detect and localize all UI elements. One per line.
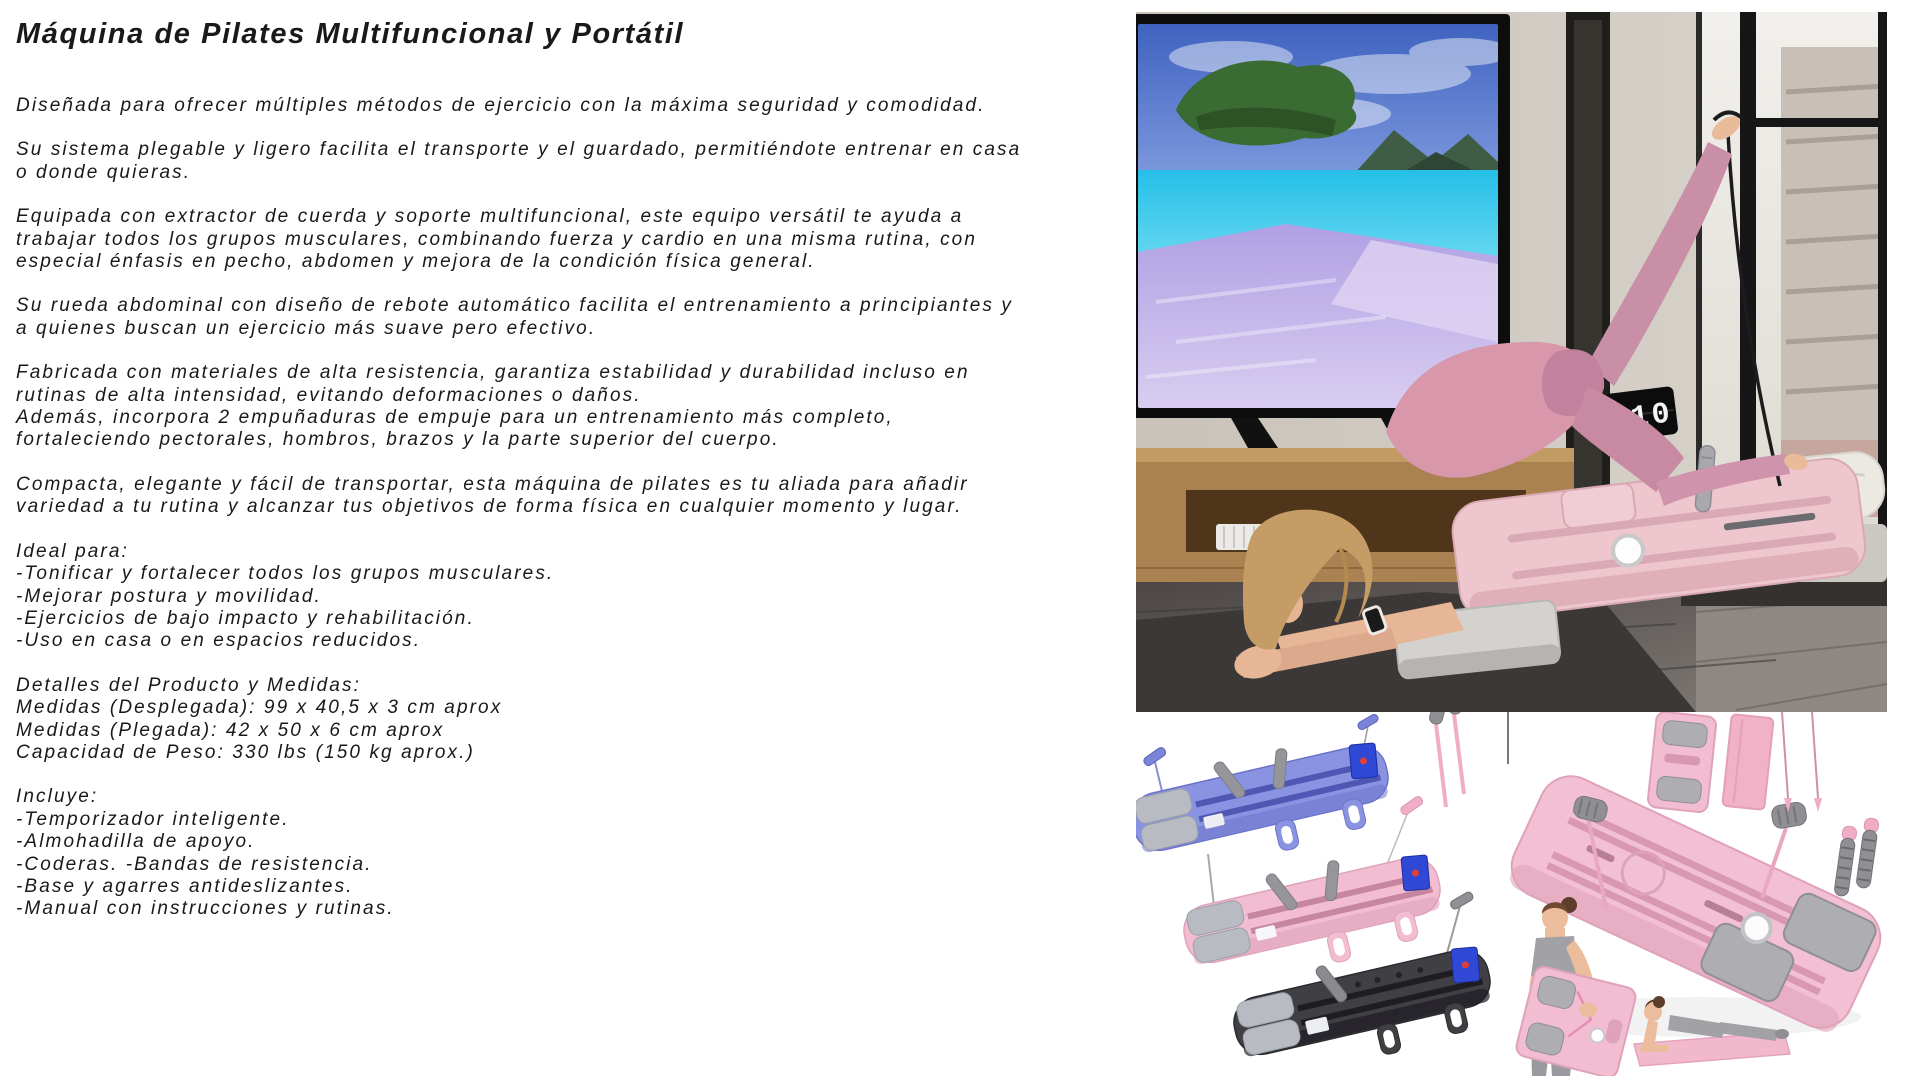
text-line: -Manual con instrucciones y rutinas.	[16, 898, 395, 920]
text-line: Su sistema plegable y ligero facilita el transporte y el guardado, permitiéndote entrenar en casa	[16, 139, 1022, 161]
text-line: Medidas (Plegada): 42 x 50 x 6 cm aprox	[16, 719, 445, 741]
product-photo	[1136, 12, 1887, 712]
description	[16, 95, 1134, 921]
text-line: -Almohadilla de apoyo.	[16, 831, 256, 853]
text-line: especial énfasis en pecho, abdomen y mejora de la condición física general.	[16, 251, 816, 273]
paragraph	[16, 206, 1134, 273]
text-line: Su rueda abdominal con diseño de rebote automático facilita el entrenamiento a principiantes y	[16, 295, 1013, 317]
product-render-illustration	[1136, 712, 1889, 1076]
text-line: fortaleciendo pectorales, hombros, brazos y la parte superior del cuerpo.	[16, 429, 780, 451]
board-dial	[1611, 534, 1644, 567]
text-line: -Mejorar postura y movilidad.	[16, 585, 322, 607]
timer-screen	[1401, 855, 1430, 891]
paragraph	[16, 786, 1134, 920]
folded-board	[1647, 712, 1717, 813]
product-render	[1136, 712, 1889, 1076]
text-line: Incluye:	[16, 786, 99, 808]
page-title: Máquina de Pilates Multifuncional y Portátil	[16, 18, 685, 50]
text-line: a quienes buscan un ejercicio más suave pero efectivo.	[16, 317, 597, 339]
paragraph	[16, 675, 1134, 765]
text-line: Capacidad de Peso: 330 lbs (150 kg aprox.)	[16, 741, 475, 763]
text-line: Medidas (Desplegada): 99 x 40,5 x 3 cm aprox	[16, 697, 503, 719]
paragraph	[16, 541, 1134, 653]
paragraph	[16, 139, 1134, 184]
text-line: -Ejercicios de bajo impacto y rehabilitación.	[16, 607, 475, 629]
paragraph	[16, 362, 1134, 452]
lifestyle-photo-illustration	[1136, 12, 1887, 712]
text-line: Además, incorpora 2 empuñaduras de empuje para un entrenamiento más completo,	[16, 407, 894, 429]
text-line: Detalles del Producto y Medidas:	[16, 674, 361, 696]
text-line: -Temporizador inteligente.	[16, 808, 290, 830]
text-line: rutinas de alta intensidad, evitando deformaciones o daños.	[16, 384, 642, 406]
timer-screen	[1451, 947, 1480, 983]
text-line: trabajar todos los grupos musculares, combinando fuerza y cardio en una misma rutina, con	[16, 228, 978, 250]
pilates-mat	[1722, 714, 1773, 810]
product-description-column	[16, 10, 1134, 943]
tv-screen	[1138, 24, 1513, 408]
text-line: Fabricada con materiales de alta resistencia, garantiza estabilidad y durabilidad incluso en	[16, 362, 970, 384]
text-line: -Base y agarres antideslizantes.	[16, 875, 354, 897]
text-line: Compacta, elegante y fácil de transportar, esta máquina de pilates es tu aliada para añadir	[16, 473, 969, 495]
text-line: Ideal para:	[16, 540, 129, 562]
paragraph	[16, 474, 1134, 519]
text-line: Equipada con extractor de cuerda y soporte multifuncional, este equipo versátil te ayuda a	[16, 206, 964, 228]
knee-pad	[1560, 483, 1636, 529]
text-line: Diseñada para ofrecer múltiples métodos de ejercicio con la máxima seguridad y comodidad.	[16, 95, 986, 116]
text-line: o donde quieras.	[16, 161, 192, 183]
text-line: -Coderas. -Bandas de resistencia.	[16, 853, 373, 875]
text-line: variedad a tu rutina y alcanzar tus objetivos de forma física en cualquier momento y lugar.	[16, 496, 963, 518]
text-line: -Uso en casa o en espacios reducidos.	[16, 630, 422, 652]
text-line: -Tonificar y fortalecer todos los grupos musculares.	[16, 563, 555, 585]
timer-screen	[1349, 743, 1378, 779]
paragraph	[16, 95, 1134, 117]
paragraph	[16, 295, 1134, 340]
